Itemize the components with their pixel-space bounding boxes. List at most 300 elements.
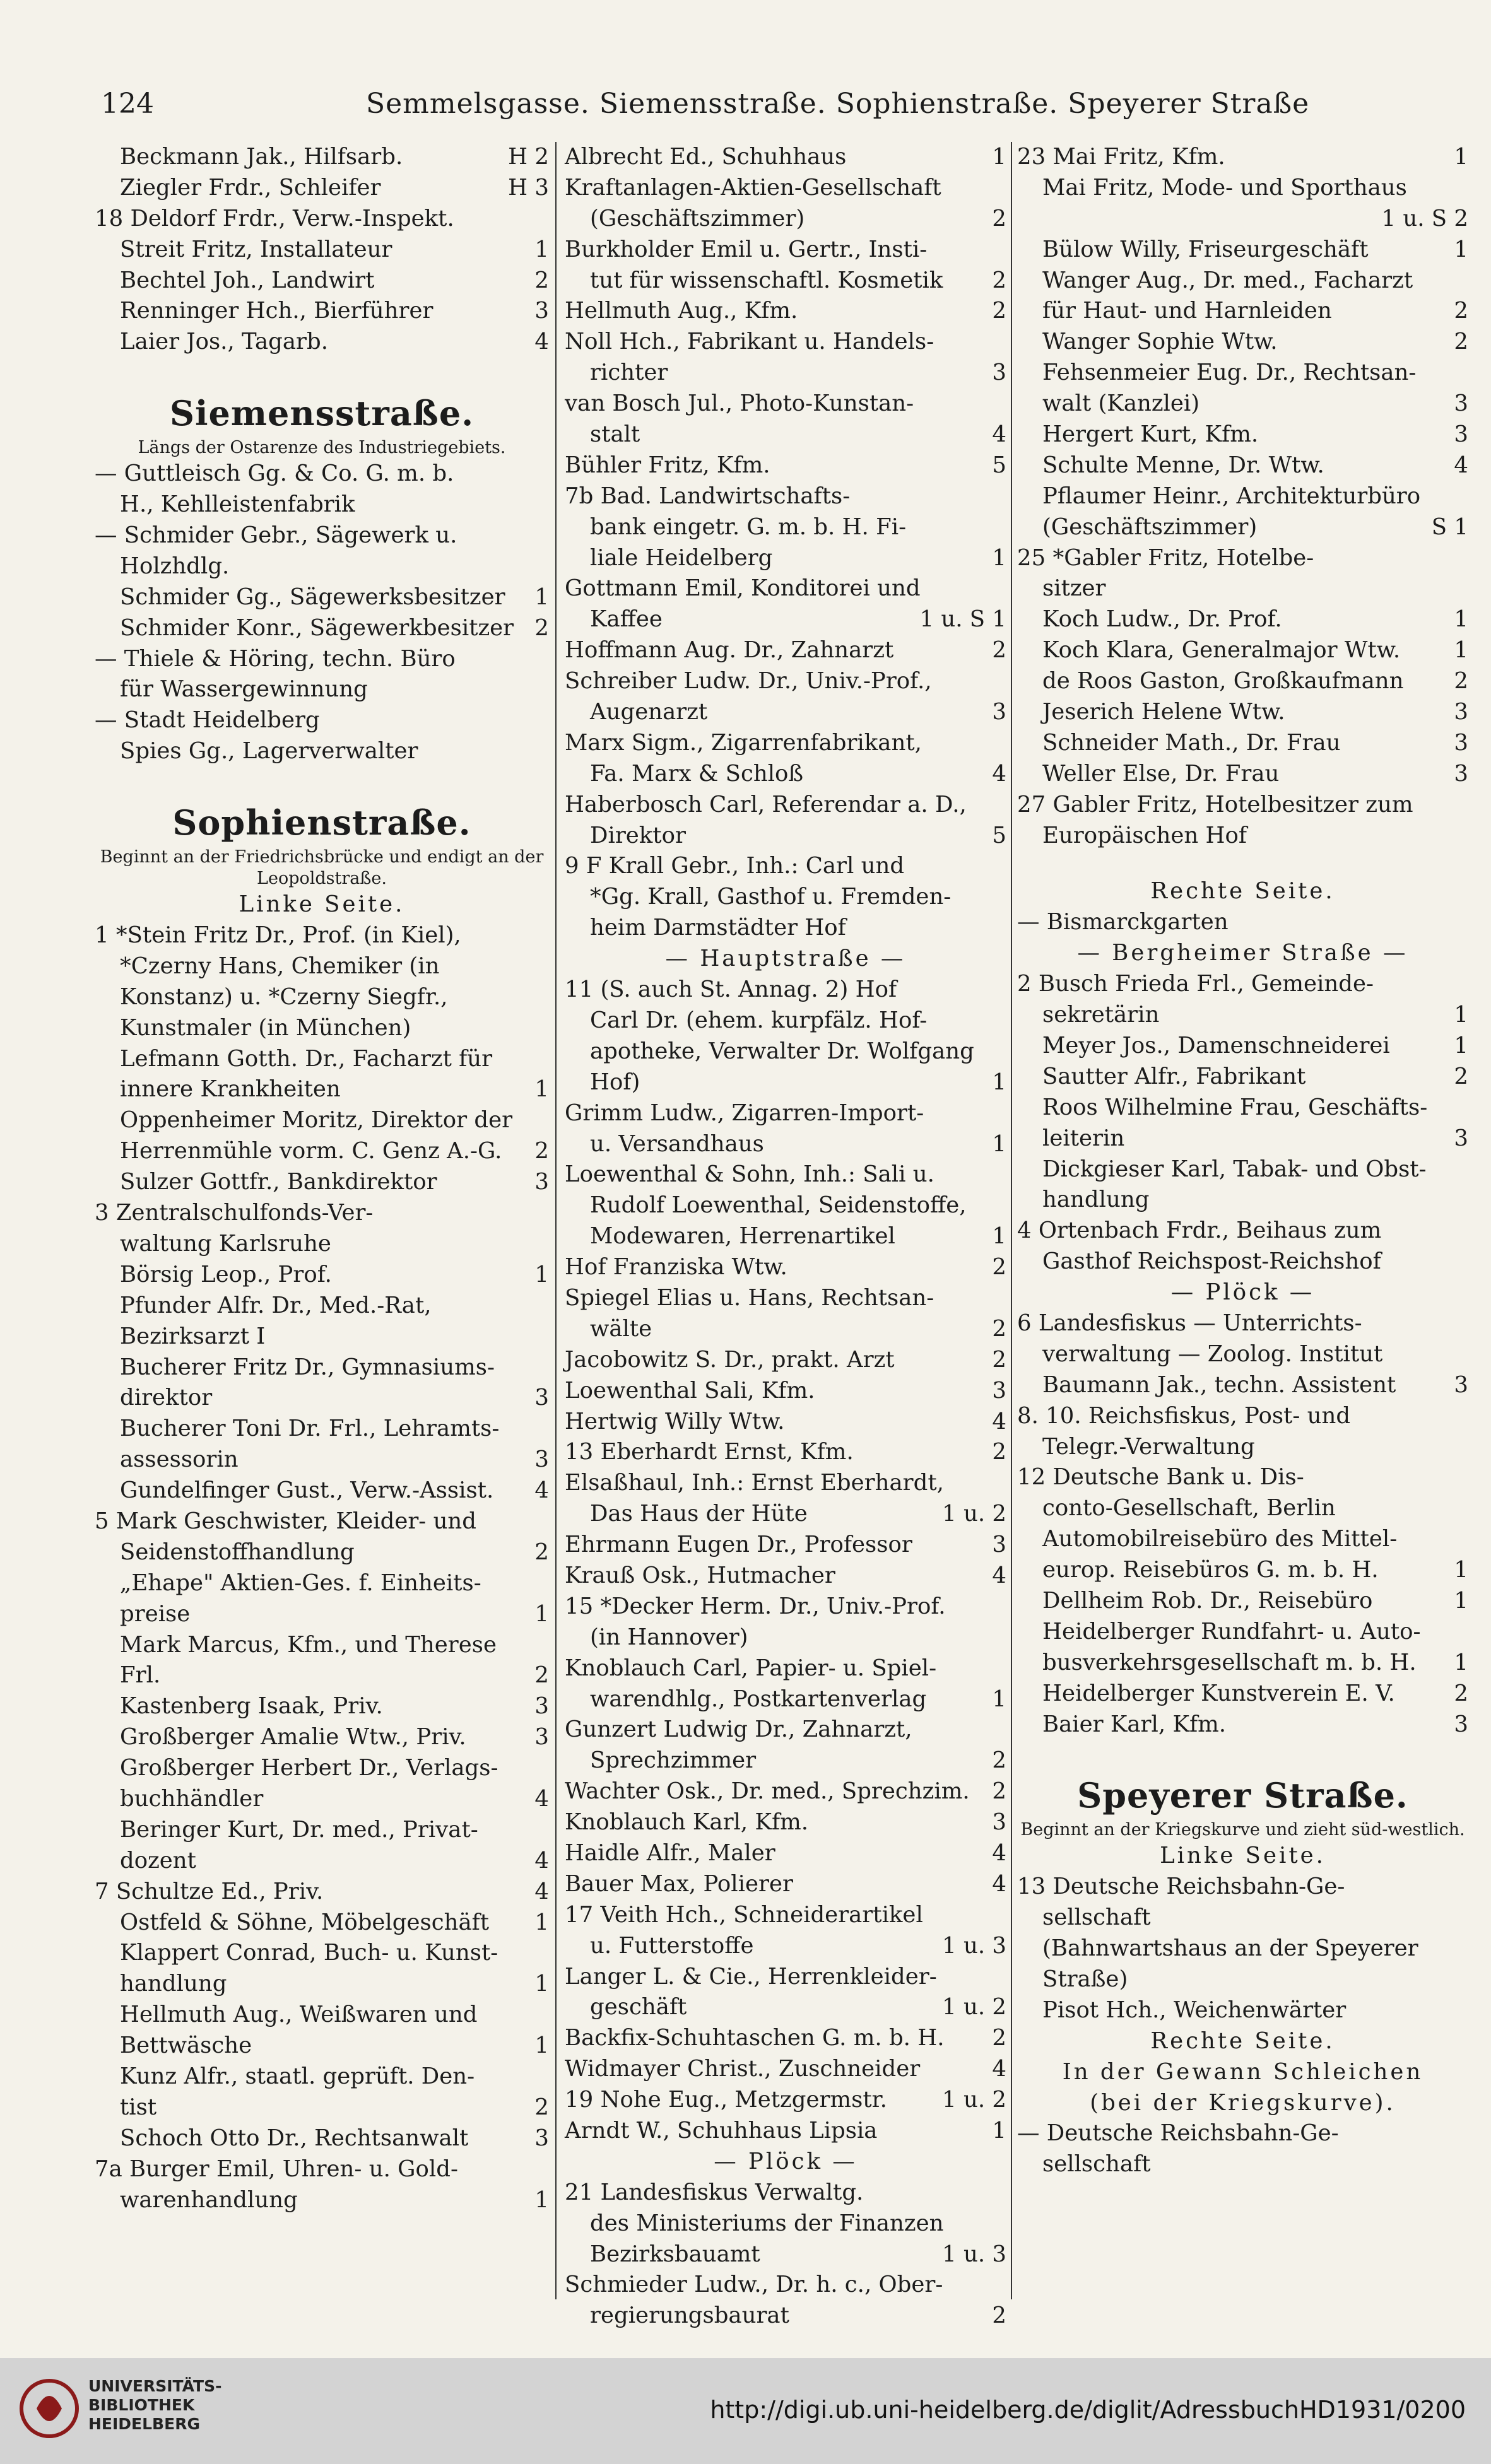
entry-text: Gunzert Ludwig Dr., Zahnarzt, [565, 1716, 912, 1743]
floor-number [1001, 1962, 1006, 1993]
floor-number [544, 674, 549, 705]
section-label: — Plöck — [1170, 1279, 1315, 1306]
directory-entry [565, 173, 1006, 204]
entry-text: Augenarzt [590, 699, 708, 725]
entry-text: Baumann Jak., techn. Assistent [1042, 1371, 1396, 1398]
spacer [95, 767, 549, 792]
floor-number: 3 [534, 1693, 549, 1720]
floor-number [1463, 821, 1468, 852]
directory-entry [565, 2054, 1006, 2085]
directory-entry [1017, 969, 1468, 1000]
entry-text: geschäft [590, 1994, 687, 2021]
directory-entry [1017, 573, 1468, 604]
street-heading: Speyerer Straße. [1077, 1775, 1408, 1816]
directory-entry [1017, 1062, 1468, 1093]
directory-entry [95, 1722, 549, 1753]
directory-entry [565, 1345, 1006, 1376]
directory-entry [565, 1129, 1006, 1160]
floor-number: 4 [992, 1839, 1006, 1866]
floor-number [1001, 851, 1006, 882]
section-label: Rechte Seite. [1150, 2027, 1335, 2054]
entry-text: 8. 10. Reichsfiskus, Post- und [1017, 1402, 1351, 1429]
entry-text: — Guttleisch Gg. & Co. G. m. b. [95, 461, 454, 487]
entry-text: Hertwig Willy Wtw. [565, 1408, 785, 1434]
floor-number [1463, 1617, 1468, 1648]
directory-entry [95, 551, 549, 582]
entry-text: Frl. [120, 1662, 161, 1689]
directory-entry [565, 851, 1006, 882]
entry-text: warendhlg., Postkartenverlag [590, 1686, 927, 1712]
directory-entry [565, 296, 1006, 327]
directory-entry [95, 459, 549, 490]
directory-entry [95, 142, 549, 173]
entry-text: Loewenthal & Sohn, Inh.: Sali u. [565, 1161, 934, 1188]
floor-number [1463, 1493, 1468, 1524]
section-label: Rechte Seite. [1150, 878, 1335, 905]
entry-text: Dickgieser Karl, Tabak- und Obst- [1042, 1156, 1427, 1182]
entry-text: Schneider Math., Dr. Frau [1042, 729, 1341, 756]
column-middle [565, 142, 1006, 2329]
directory-entry [1017, 1903, 1468, 1933]
directory-entry [95, 1445, 549, 1475]
floor-number: 2 [992, 1254, 1006, 1281]
entry-text: „Ehape" Aktien-Ges. f. Einheits- [120, 1569, 481, 1596]
entry-text: Telegr.-Verwaltung [1042, 1433, 1255, 1460]
entry-text: — Bismarckgarten [1017, 909, 1229, 936]
directory-entry [95, 1630, 549, 1661]
floor-number: 1 [992, 1223, 1006, 1250]
directory-entry [95, 235, 549, 266]
floor-number: 3 [992, 1532, 1006, 1558]
floor-number [1001, 1159, 1006, 1190]
directory-entry [565, 573, 1006, 604]
floor-number [544, 1291, 549, 1322]
floor-number: 1 [1454, 606, 1468, 633]
directory-entry [1017, 1648, 1468, 1679]
entry-text: 7a Burger Emil, Uhren- u. Gold- [95, 2156, 458, 2182]
entry-text: regierungsbaurat [590, 2303, 789, 2329]
directory-entry [565, 543, 1006, 574]
directory-entry [1017, 1710, 1468, 1740]
floor-number: 2 [1454, 1063, 1468, 1089]
entry-text: — Deutsche Reichsbahn-Ge- [1017, 2120, 1339, 2147]
directory-entry [95, 1846, 549, 1877]
floor-number [544, 1044, 549, 1075]
library-name-line: BIBLIOTHEK [88, 2396, 195, 2414]
entry-text: Gasthof Reichspost-Reichshof [1042, 1248, 1381, 1275]
directory-entry [565, 389, 1006, 419]
directory-entry [1017, 266, 1468, 296]
entry-text: Bettwäsche [120, 2033, 252, 2059]
directory-entry [565, 1745, 1006, 1776]
floor-number [1463, 907, 1468, 938]
directory-entry [95, 204, 549, 235]
directory-entry [95, 1475, 549, 1506]
entry-text: Mai Fritz, Mode- und Sporthaus [1042, 174, 1407, 201]
entry-text: bank eingetr. G. m. b. H. Fi- [590, 513, 907, 540]
directory-entry [565, 2178, 1006, 2209]
floor-number: 4 [534, 1847, 549, 1874]
entry-text: 7b Bad. Landwirtschafts- [565, 483, 851, 509]
entry-text: buchhändler [120, 1785, 264, 1812]
floor-number [1463, 173, 1468, 204]
entry-text: 25 *Gabler Fritz, Hotelbe- [1017, 544, 1314, 571]
directory-entry [95, 705, 549, 736]
floor-number: 2 [534, 1539, 549, 1565]
entry-text: Sautter Alfr., Fabrikant [1042, 1063, 1306, 1089]
directory-entry [95, 2031, 549, 2062]
floor-number [544, 736, 549, 767]
entry-text: sitzer [1042, 575, 1106, 602]
entry-text: Bezirksbauamt [590, 2241, 760, 2267]
directory-entry [1017, 1154, 1468, 1185]
entry-text: Gottmann Emil, Konditorei und [565, 575, 921, 602]
directory-entry [95, 1229, 549, 1260]
directory-entry [95, 1136, 549, 1167]
column-left [95, 142, 549, 2306]
floor-number [1001, 389, 1006, 419]
entry-text: (Geschäftszimmer) [590, 205, 805, 232]
floor-number [1001, 1190, 1006, 1221]
entry-text: Fehsenmeier Eug. Dr., Rechtsan- [1042, 360, 1417, 386]
directory-entry [565, 1067, 1006, 1098]
entry-text: Bucherer Fritz Dr., Gymnasiums- [120, 1354, 495, 1380]
entry-text: Beringer Kurt, Dr. med., Privat- [120, 1816, 478, 1843]
directory-entry [565, 1407, 1006, 1438]
floor-number [1463, 1933, 1468, 1964]
directory-entry [565, 235, 1006, 266]
floor-number [1463, 358, 1468, 389]
floor-number: 4 [1454, 452, 1468, 478]
entry-text: europ. Reisebüros G. m. b. H. [1042, 1557, 1379, 1583]
entry-text: Sprechzimmer [590, 1747, 757, 1774]
floor-number [1001, 666, 1006, 697]
floor-number [544, 1630, 549, 1661]
directory-entry [1017, 604, 1468, 635]
directory-entry [565, 1036, 1006, 1067]
floor-number: H 3 [508, 174, 549, 201]
floor-number: 1 [1454, 1557, 1468, 1583]
floor-number: 1 [992, 1069, 1006, 1095]
column-right [1017, 142, 1468, 2306]
entry-text: Großberger Amalie Wtw., Priv. [120, 1724, 466, 1751]
floor-number [1001, 1653, 1006, 1684]
directory-entry [95, 520, 549, 551]
entry-text: Heidelberger Kunstverein E. V. [1042, 1680, 1395, 1706]
directory-entry [565, 266, 1006, 296]
directory-entry [95, 1938, 549, 1969]
entry-text: handlung [1042, 1187, 1150, 1213]
entry-text: Hellmuth Aug., Kfm. [565, 298, 798, 324]
entry-text: Arndt W., Schuhhaus Lipsia [565, 2118, 878, 2144]
entry-text: Grimm Ludw., Zigarren-Import- [565, 1100, 924, 1126]
entry-text: 12 Deutsche Bank u. Dis- [1017, 1464, 1304, 1491]
entry-text: Renninger Hch., Bierführer [120, 298, 433, 324]
directory-entry [565, 481, 1006, 512]
floor-number [1001, 235, 1006, 266]
directory-entry [565, 1159, 1006, 1190]
floor-number: 1 [992, 1686, 1006, 1712]
entry-text: 23 Mai Fritz, Kfm. [1017, 144, 1225, 170]
entry-text: Kunstmaler (in München) [120, 1014, 411, 1041]
entry-text: Pisot Hch., Weichenwärter [1042, 1997, 1347, 2023]
entry-text: Haberbosch Carl, Referendar a. D., [565, 791, 967, 818]
directory-entry [95, 582, 549, 613]
floor-number [1001, 1900, 1006, 1931]
entry-text: u. Versandhaus [590, 1130, 764, 1157]
directory-entry [565, 1530, 1006, 1561]
entry-text: Ziegler Frdr., Schleifer [120, 174, 381, 201]
directory-entry [565, 759, 1006, 790]
directory-entry [565, 790, 1006, 821]
directory-entry [1017, 327, 1468, 358]
entry-text: conto-Gesellschaft, Berlin [1042, 1495, 1336, 1522]
entry-text: Noll Hch., Fabrikant u. Handels- [565, 329, 934, 355]
directory-entry [1017, 666, 1468, 697]
floor-number: 1 [534, 236, 549, 262]
entry-text: Schulte Menne, Dr. Wtw. [1042, 452, 1324, 478]
directory-entry [95, 1969, 549, 2000]
entry-text: Pfunder Alfr. Dr., Med.-Rat, [120, 1292, 432, 1318]
entry-text: Knoblauch Carl, Papier- u. Spiel- [565, 1655, 937, 1681]
directory-entry [1017, 1401, 1468, 1432]
entry-text: Koch Klara, Generalmajor Wtw. [1042, 637, 1401, 664]
entry-text: busverkehrsgesellschaft m. b. H. [1042, 1649, 1417, 1675]
directory-entry [565, 1622, 1006, 1653]
floor-number: 2 [992, 1778, 1006, 1805]
directory-entry [95, 951, 549, 982]
floor-number: 2 [992, 267, 1006, 293]
directory-entry [1017, 1185, 1468, 1216]
entry-text: Laier Jos., Tagarb. [120, 329, 328, 355]
directory-entry [1017, 1031, 1468, 1062]
floor-number: 1 [534, 1076, 549, 1103]
directory-entry [95, 736, 549, 767]
directory-entry [1017, 697, 1468, 728]
entry-text: 19 Nohe Eug., Metzgermstr. [565, 2087, 887, 2113]
floor-number [544, 644, 549, 675]
entry-text: walt (Kanzlei) [1042, 390, 1200, 417]
entry-text: Das Haus der Hüte [590, 1501, 808, 1527]
entry-text: Bechtel Joh., Landwirt [120, 267, 375, 293]
directory-entry [565, 419, 1006, 450]
entry-text: Lefmann Gotth. Dr., Facharzt für [120, 1045, 493, 1072]
entry-text: 3 Zentralschulfonds-Ver- [95, 1200, 374, 1226]
floor-number: 1 [1454, 1032, 1468, 1059]
entry-text: 21 Landesfiskus Verwaltg. [565, 2179, 864, 2205]
entry-text: Wanger Sophie Wtw. [1042, 329, 1278, 355]
directory-entry [1017, 759, 1468, 790]
floor-number: 2 [1454, 329, 1468, 355]
directory-entry [1017, 1339, 1468, 1370]
entry-text: des Ministeriums der Finanzen [590, 2210, 944, 2236]
floor-number [1463, 1872, 1468, 1903]
directory-entry [565, 666, 1006, 697]
floor-number [1463, 1995, 1468, 2026]
directory-entry [565, 2085, 1006, 2116]
directory-entry [1017, 1370, 1468, 1401]
entry-text: heim Darmstädter Hof [590, 915, 846, 941]
directory-entry [1017, 358, 1468, 389]
floor-number: 3 [1454, 760, 1468, 787]
directory-entry [95, 1352, 549, 1383]
floor-number: 1 u. S 1 [919, 606, 1006, 633]
entry-text: — Thiele & Höring, techn. Büro [95, 645, 456, 672]
floor-number [1463, 790, 1468, 821]
floor-number [1001, 573, 1006, 604]
entry-text: Jeserich Helene Wtw. [1042, 699, 1285, 725]
entry-text: Langer L. & Cie., Herrenkleider- [565, 1963, 937, 1990]
directory-entry [1017, 907, 1468, 938]
entry-text: 15 *Decker Herm. Dr., Univ.-Prof. [565, 1593, 946, 1619]
entry-text: Roos Wilhelmine Frau, Geschäfts- [1042, 1094, 1428, 1120]
directory-entry [95, 296, 549, 327]
floor-number [1463, 1308, 1468, 1339]
floor-number [544, 951, 549, 982]
section-label: — Plöck — [714, 2148, 857, 2174]
floor-number [1001, 1592, 1006, 1622]
directory-entry [565, 2023, 1006, 2054]
directory-entry [95, 2123, 549, 2154]
entry-text: de Roos Gaston, Großkaufmann [1042, 668, 1404, 695]
floor-number: 4 [534, 1477, 549, 1504]
floor-number: 1 [1454, 236, 1468, 262]
floor-number: 1 [992, 544, 1006, 571]
directory-entry [95, 674, 549, 705]
floor-number: 1 [1454, 1587, 1468, 1614]
floor-number [1463, 1964, 1468, 1995]
entry-text: Baier Karl, Kfm. [1042, 1711, 1227, 1737]
floor-number [1463, 1462, 1468, 1493]
floor-number: 1 [1454, 1649, 1468, 1675]
directory-entry [1017, 1524, 1468, 1555]
floor-number: 3 [992, 360, 1006, 386]
directory-entry [95, 1198, 549, 1229]
directory-entry [95, 982, 549, 1013]
directory-entry [565, 1838, 1006, 1869]
directory-entry [565, 450, 1006, 481]
entry-text: van Bosch Jul., Photo-Kunstan- [565, 390, 914, 417]
entry-text: Widmayer Christ., Zuschneider [565, 2056, 921, 2082]
directory-entry [1017, 173, 1468, 204]
floor-number [544, 551, 549, 582]
entry-text: Hellmuth Aug., Weißwaren und [120, 2002, 478, 2028]
directory-entry [1017, 1555, 1468, 1586]
street-description: Beginnt an der Kriegskurve und zieht süd-westlich. [1020, 1820, 1465, 1840]
directory-entry [565, 1252, 1006, 1283]
entry-text [1042, 204, 1377, 235]
floor-number: 1 u. 3 [942, 2241, 1006, 2267]
directory-entry [565, 635, 1006, 666]
entry-text: innere Krankheiten [120, 1076, 341, 1103]
floor-number [544, 520, 549, 551]
directory-entry [565, 1869, 1006, 1900]
floor-number: 2 [992, 1747, 1006, 1774]
directory-entry [95, 1877, 549, 1908]
directory-entry [1017, 1586, 1468, 1617]
directory-entry [565, 1499, 1006, 1530]
entry-text: Koch Ludw., Dr. Prof. [1042, 606, 1282, 633]
entry-text: 17 Veith Hch., Schneiderartikel [565, 1901, 923, 1928]
floor-number [544, 1938, 549, 1969]
column-divider [555, 142, 557, 2299]
entry-text: Börsig Leop., Prof. [120, 1261, 332, 1288]
directory-entry [1017, 235, 1468, 266]
entry-text: 13 Deutsche Reichsbahn-Ge- [1017, 1874, 1345, 1900]
floor-number: 3 [1454, 729, 1468, 756]
entry-text: Automobilreisebüro des Mittel- [1042, 1526, 1398, 1552]
entry-text: *Gg. Krall, Gasthof u. Fremden- [590, 884, 952, 910]
directory-entry [95, 2092, 549, 2123]
directory-entry [1017, 728, 1468, 759]
floor-number: 4 [992, 1562, 1006, 1588]
entry-text: Seidenstoffhandlung [120, 1539, 355, 1565]
floor-number: 2 [1454, 298, 1468, 324]
entry-text: Krauß Osk., Hutmacher [565, 1562, 835, 1588]
entry-text: Ostfeld & Söhne, Möbelgeschäft [120, 1909, 490, 1935]
directory-entry [95, 1013, 549, 1044]
entry-text: für Haut- und Harnleiden [1042, 298, 1332, 324]
directory-entry [95, 173, 549, 204]
section-label: In der Gewann Schleichen [1062, 2058, 1423, 2085]
section-label: Linke Seite. [1160, 1843, 1326, 1869]
entry-text: leiterin [1042, 1125, 1125, 1151]
entry-text: Marx Sigm., Zigarrenfabrikant, [565, 729, 922, 756]
floor-number: S 1 [1431, 513, 1468, 540]
entry-text: dozent [120, 1847, 196, 1874]
floor-number [544, 1229, 549, 1260]
floor-number [1001, 728, 1006, 759]
directory-entry [565, 1592, 1006, 1622]
entry-text: waltung Karlsruhe [120, 1230, 331, 1257]
directory-entry [565, 1900, 1006, 1931]
entry-text: 1 *Stein Fritz Dr., Prof. (in Kiel), [95, 922, 461, 949]
source-url[interactable]: http://digi.ub.uni-heidelberg.de/diglit/AdressbuchHD1931/0200 [710, 2396, 1466, 2424]
directory-entry [565, 358, 1006, 389]
floor-number [1001, 2209, 1006, 2239]
floor-number [544, 1815, 549, 1846]
section-label: (bei der Kriegskurve). [1090, 2089, 1396, 2116]
entry-text: Backfix-Schuhtaschen G. m. b. H. [565, 2025, 945, 2051]
floor-number: 1 [1454, 144, 1468, 170]
floor-number: 1 [1454, 1002, 1468, 1028]
floor-number [1001, 481, 1006, 512]
directory-entry [1017, 2118, 1468, 2149]
directory-entry [565, 821, 1006, 852]
entry-text: Direktor [590, 822, 686, 848]
floor-number [544, 1753, 549, 1784]
directory-entry [95, 920, 549, 951]
entry-text: Gundelfinger Gust., Verw.-Assist. [120, 1477, 494, 1504]
entry-text: Sulzer Gottfr., Bankdirektor [120, 1169, 437, 1195]
directory-entry [565, 1437, 1006, 1468]
entry-text: *Czerny Hans, Chemiker (in [120, 953, 440, 979]
entry-text: Oppenheimer Moritz, Direktor der [120, 1107, 513, 1134]
entry-text: Modewaren, Herrenartikel [590, 1223, 895, 1250]
entry-text: Spies Gg., Lagerverwalter [120, 738, 418, 765]
directory-entry [95, 2154, 549, 2185]
spacer [1017, 1740, 1468, 1765]
directory-entry [565, 1931, 1006, 1962]
floor-number: 1 [534, 2186, 549, 2213]
entry-text: sekretärin [1042, 1002, 1160, 1028]
floor-number: 4 [992, 760, 1006, 787]
entry-text: 6 Landesfiskus — Unterrichts- [1017, 1310, 1362, 1336]
directory-entry [565, 1807, 1006, 1838]
floor-number [1001, 975, 1006, 1006]
entry-text: Schoch Otto Dr., Rechtsanwalt [120, 2125, 469, 2151]
floor-number [1463, 1216, 1468, 1247]
